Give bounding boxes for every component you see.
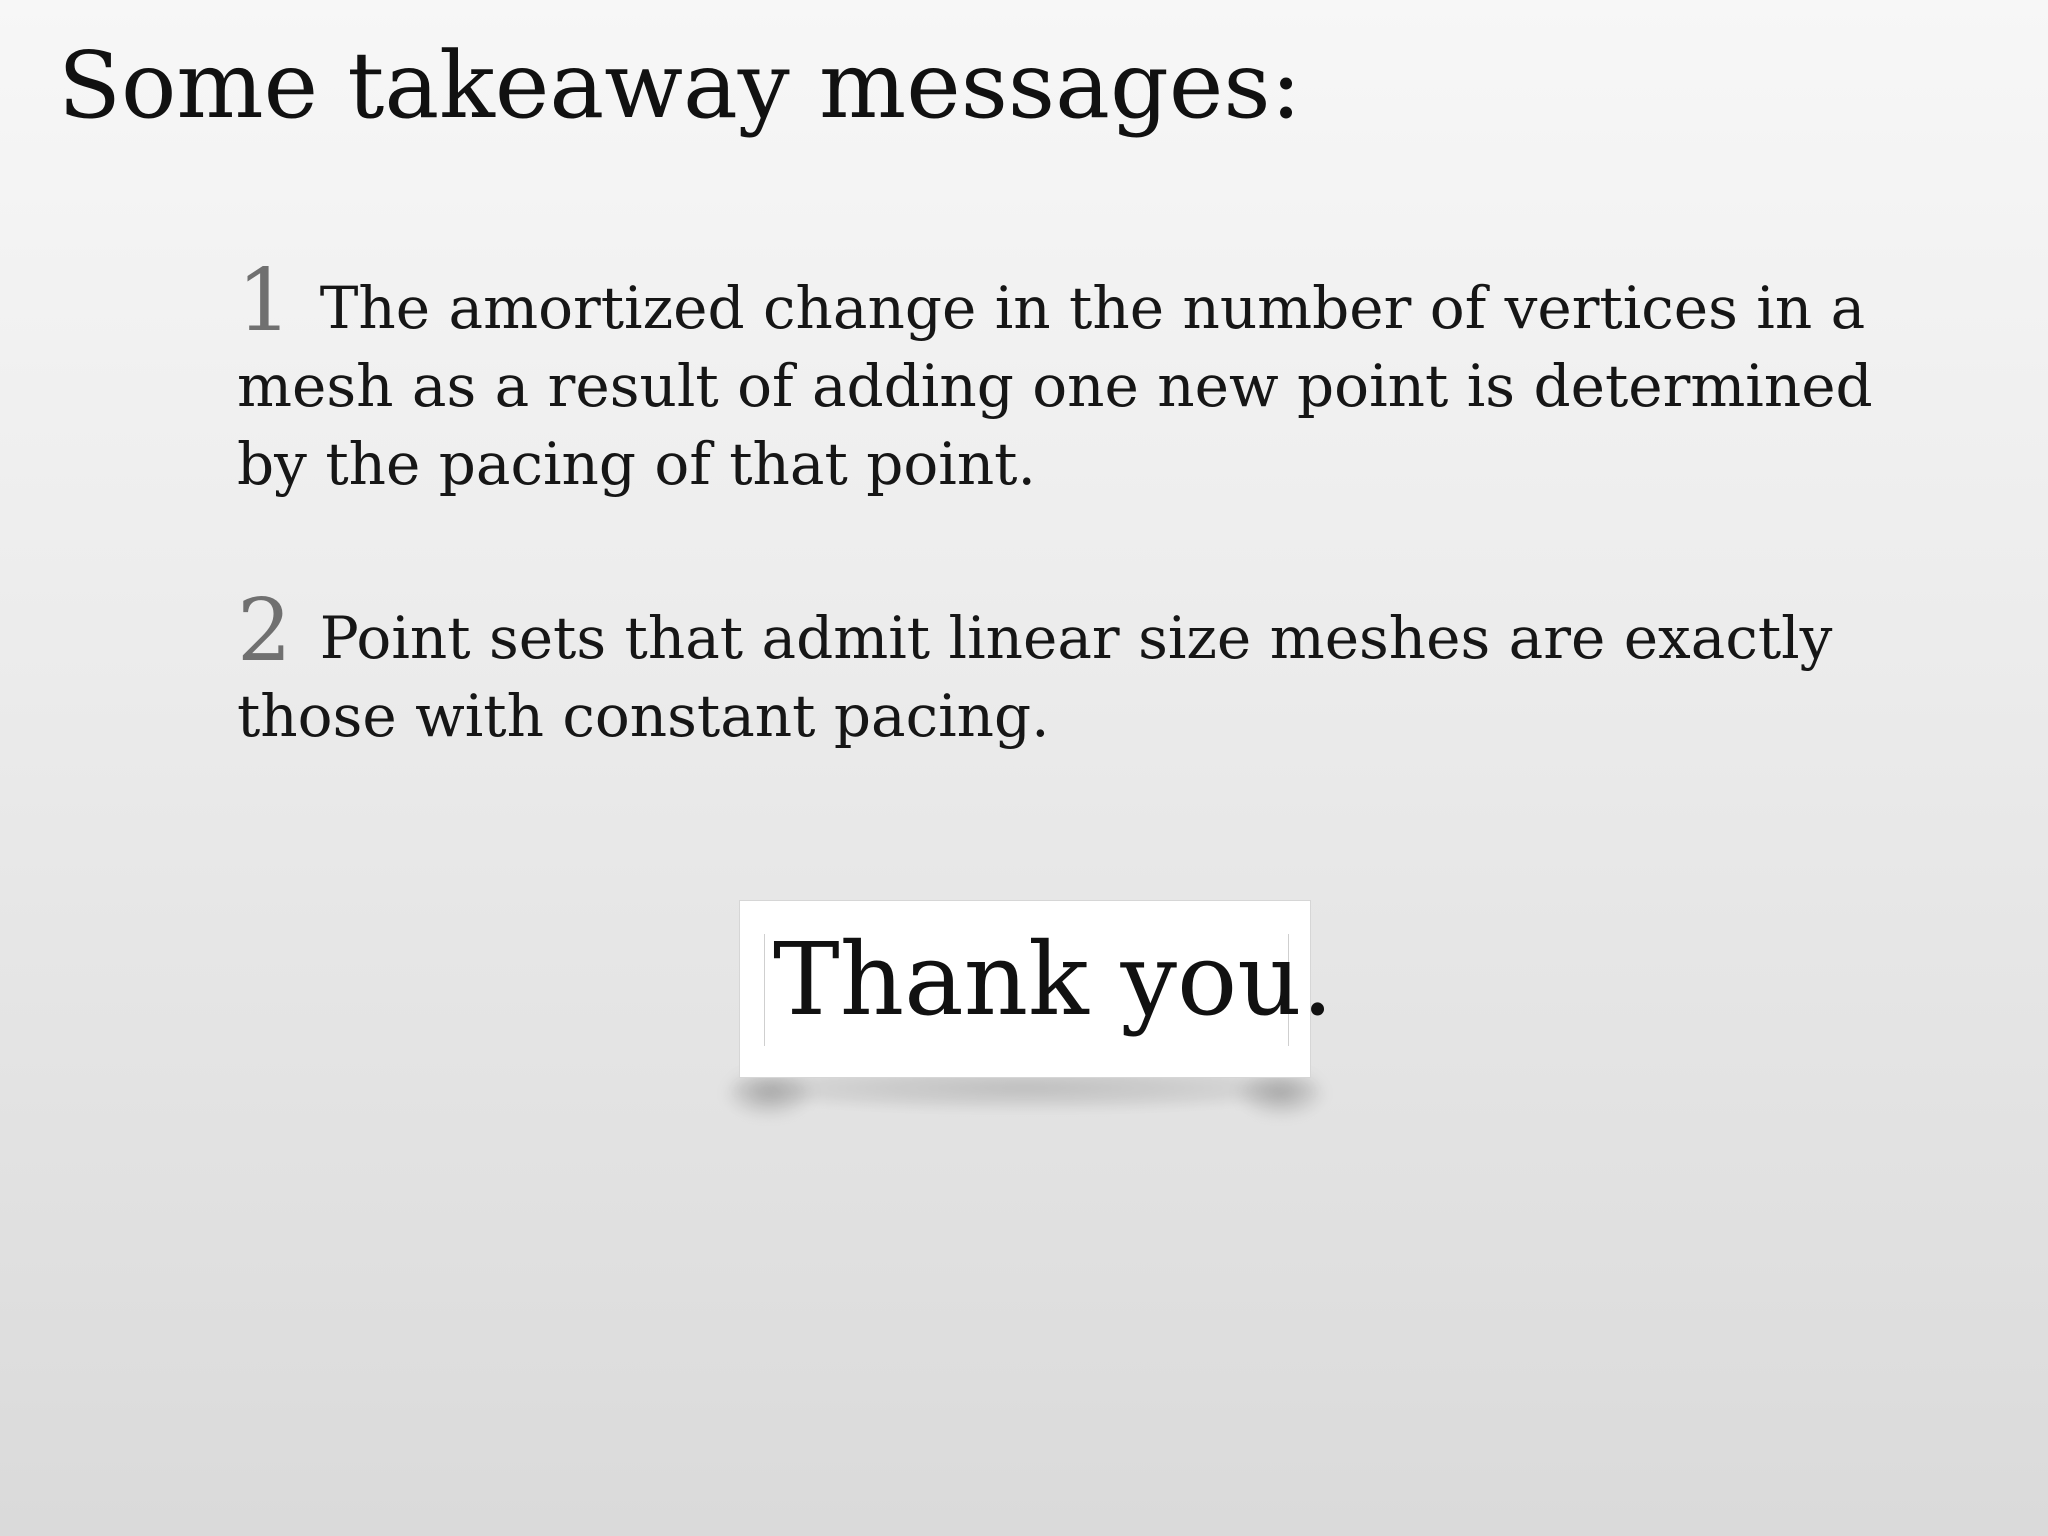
takeaway-number-2: 2 [237,581,292,681]
takeaway-text-1: The amortized change in the number of vertices in a mesh as a result of adding one new point is determined by the pacing of that point. [237,274,1873,498]
thank-you-card [739,900,1334,1078]
takeaway-item-2 [237,581,1957,755]
takeaway-number-1: 1 [237,251,292,351]
takeaway-text-2: Point sets that admit linear size meshes are exactly those with constant pacing. [237,604,1833,750]
thank-you-inner-frame [764,921,1334,1046]
thank-you-text: Thank you. [773,921,1334,1038]
takeaway-item-1 [237,251,1957,503]
slide-title: Some takeaway messages: [58,32,1302,139]
